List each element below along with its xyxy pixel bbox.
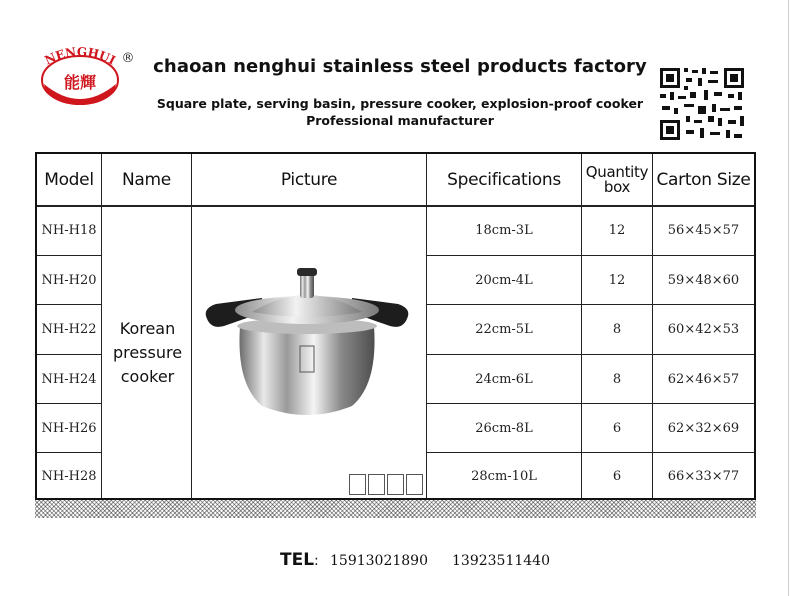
decorative-stripe <box>35 500 756 518</box>
cell-spec: 24cm-6L <box>475 371 533 387</box>
gas-stove-icon <box>349 474 366 495</box>
cell-quantity: 12 <box>608 223 626 238</box>
cooktop-compatibility-icons <box>349 474 425 497</box>
cell-quantity: 6 <box>612 469 622 484</box>
cell-model: NH-H26 <box>41 420 97 436</box>
subtitle-manufacturer: Professional manufacturer <box>306 113 494 128</box>
cell-carton: 66×33×77 <box>667 469 740 484</box>
ceramic-hob-icon <box>406 474 423 495</box>
induction-icon <box>368 474 385 495</box>
cell-carton: 62×32×69 <box>667 420 740 436</box>
page-edge <box>788 0 789 596</box>
product-name-line: Korean <box>119 319 176 338</box>
header-quantity <box>582 154 652 206</box>
cell-carton: 62×46×57 <box>667 371 740 387</box>
header-model: Model <box>44 169 94 190</box>
header-quantity-line1: Quantity <box>585 163 649 181</box>
tel-separator: : <box>314 553 319 569</box>
cell-spec: 20cm-4L <box>475 272 533 288</box>
header-quantity-line2: box <box>603 178 631 196</box>
company-name: chaoan nenghui stainless steel products factory <box>153 56 647 77</box>
cell-quantity: 8 <box>612 371 622 387</box>
cell-quantity: 6 <box>612 420 622 436</box>
cell-model: NH-H24 <box>41 371 97 387</box>
header-specifications: Specifications <box>447 169 561 190</box>
cell-model: NH-H28 <box>41 469 97 484</box>
product-name <box>103 206 192 500</box>
electric-stove-icon <box>387 474 404 495</box>
phone-number-2: 13923511440 <box>452 553 550 569</box>
cell-model: NH-H22 <box>41 322 97 337</box>
cell-spec: 26cm-8L <box>475 420 533 436</box>
logo-wordmark: NENGHUI <box>42 44 118 68</box>
product-name-line: pressure <box>112 343 183 362</box>
registered-mark: ® <box>121 51 135 66</box>
brand-logo <box>36 40 142 106</box>
header-picture: Picture <box>280 169 338 190</box>
logo-chinese: 能輝 <box>63 73 97 92</box>
header-name: Name <box>122 169 171 190</box>
tel-label: TEL <box>280 550 315 570</box>
cell-spec: 22cm-5L <box>475 322 533 337</box>
cell-model: NH-H18 <box>41 223 97 238</box>
product-name-line: cooker <box>120 367 175 386</box>
cell-carton: 56×45×57 <box>667 223 740 238</box>
cell-model: NH-H20 <box>41 272 97 288</box>
subtitle-products: Square plate, serving basin, pressure cooker, explosion-proof cooker <box>156 96 644 111</box>
cell-spec: 28cm-10L <box>471 469 537 484</box>
qr-code-icon <box>658 66 746 142</box>
cell-quantity: 8 <box>612 322 622 337</box>
header-carton-size: Carton Size <box>656 169 751 190</box>
cell-spec: 18cm-3L <box>475 223 533 238</box>
cell-quantity: 12 <box>608 272 626 288</box>
pressure-cooker-image <box>202 264 412 424</box>
cell-carton: 60×42×53 <box>667 322 740 337</box>
cell-carton: 59×48×60 <box>667 272 740 288</box>
phone-number-1: 15913021890 <box>330 553 428 569</box>
product-table <box>35 152 756 500</box>
